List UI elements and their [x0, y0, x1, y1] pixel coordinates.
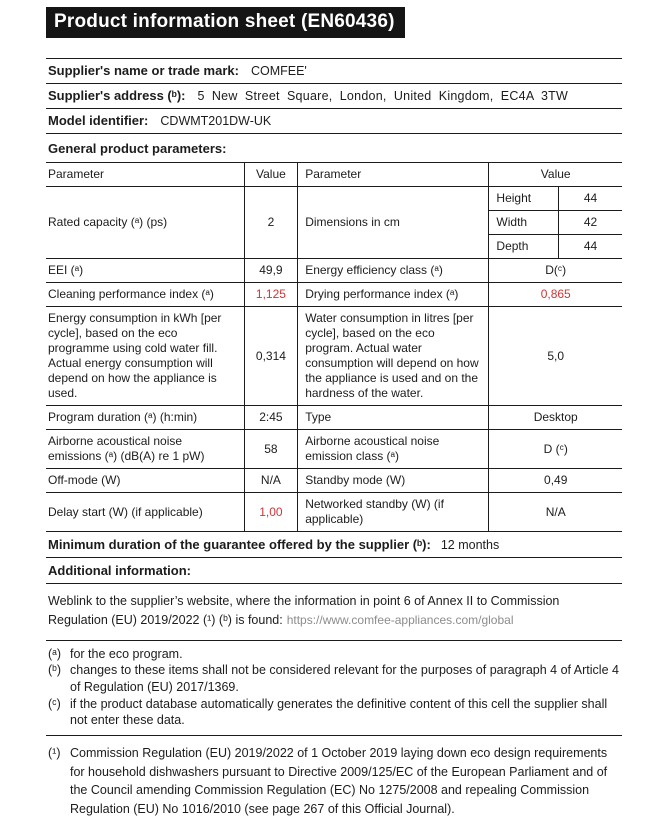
- value-cell: N/A: [489, 493, 622, 532]
- footnote-1-text: Commission Regulation (EU) 2019/2022 of 1 October 2019 laying down eco design requirements for household dishwashers pursuant to Directive 2009/125/EC of the European Parliament and of the Council amending Commission Regulation (EC) No 1275/2008 and repealing Commission Regulation (EU) No 1016/2010 (see page 267 of this Official Journal).: [70, 745, 608, 817]
- param-cell: Standby mode (W): [298, 469, 489, 493]
- param-cell: Airborne acoustical noise emissions (ᵃ) (dB(A) re 1 pW): [46, 430, 244, 469]
- param-cell: EEI (ᵃ): [46, 259, 244, 283]
- dimension-label: Height: [489, 187, 559, 211]
- model-identifier-label: Model identifier:: [48, 113, 149, 128]
- guarantee-row: [46, 532, 622, 558]
- footnote-a-marker: (ᵃ): [48, 646, 61, 661]
- param-cell: Off-mode (W): [46, 469, 244, 493]
- value-cell: 2:45: [244, 406, 298, 430]
- supplier-address-label: Supplier's address (ᵇ):: [48, 88, 186, 103]
- value-cell: 0,314: [244, 307, 298, 406]
- param-cell: Airborne acoustical noise emission class (ᵃ): [298, 430, 489, 469]
- value-cell-highlight: 0,865: [489, 283, 622, 307]
- footnote-b-marker: (ᵇ): [48, 663, 62, 678]
- dimension-label: Depth: [489, 235, 559, 259]
- footnote-1: [46, 744, 622, 819]
- header-parameter-1: Parameter: [46, 163, 244, 187]
- table-row-noise: [46, 430, 622, 469]
- table-row-delay-start: [46, 493, 622, 532]
- supplier-name-label: Supplier's name or trade mark:: [48, 63, 239, 78]
- param-cell: Rated capacity (ᵃ) (ps): [46, 187, 244, 259]
- value-cell: D (ᶜ): [489, 430, 622, 469]
- weblink-paragraph: [46, 584, 622, 641]
- footnote-b: [46, 662, 622, 695]
- param-cell: Type: [298, 406, 489, 430]
- table-row-program-duration: [46, 406, 622, 430]
- param-cell: Drying performance index (ᵃ): [298, 283, 489, 307]
- value-cell: 49,9: [244, 259, 298, 283]
- param-cell: Water consumption in litres [per cycle], based on the eco program. Actual water consumption will depend on how the appliance is used and on the hardness of the water.: [298, 307, 489, 406]
- footnote-c-text: if the product database automatically generates the definitive content of this cell the supplier shall not enter these data.: [70, 696, 608, 728]
- table-header-row: [46, 163, 622, 187]
- table-row-performance-index: [46, 283, 622, 307]
- value-cell: D(ᶜ): [489, 259, 622, 283]
- supplier-name-value: COMFEE': [250, 64, 307, 78]
- param-cell: Delay start (W) (if applicable): [46, 493, 244, 532]
- footnote-a: [46, 646, 622, 663]
- footnote-c-marker: (ᶜ): [48, 696, 61, 711]
- table-row-consumption: [46, 307, 622, 406]
- header-value-1: Value: [244, 163, 298, 187]
- dimension-label: Width: [489, 211, 559, 235]
- header-parameter-2: Parameter: [298, 163, 489, 187]
- value-cell-highlight: 1,00: [244, 493, 298, 532]
- table-row-eei: [46, 259, 622, 283]
- footnote-1-section: [46, 736, 622, 819]
- param-cell: Dimensions in cm: [298, 187, 489, 259]
- table-row-off-mode: [46, 469, 622, 493]
- supplier-name-row: [46, 59, 622, 84]
- guarantee-label: Minimum duration of the guarantee offered by the supplier (ᵇ):: [48, 537, 431, 552]
- additional-information-row: [46, 558, 622, 584]
- page-title: Product information sheet (EN60436): [46, 7, 405, 38]
- param-cell: Program duration (ᵃ) (h:min): [46, 406, 244, 430]
- value-cell: 2: [244, 187, 298, 259]
- footnotes-section: [46, 641, 622, 736]
- footnote-a-text: for the eco program.: [70, 646, 183, 661]
- additional-information-heading: Additional information:: [48, 563, 191, 578]
- value-cell: Desktop: [489, 406, 622, 430]
- supplier-info-section: [46, 58, 622, 134]
- value-cell: 58: [244, 430, 298, 469]
- weblink-url[interactable]: https://www.comfee-appliances.com/global: [286, 613, 514, 628]
- guarantee-value: 12 months: [440, 538, 500, 552]
- value-cell: 0,49: [489, 469, 622, 493]
- weblink-text: Weblink to the supplier’s website, where the information in point 6 of Annex II to Commission Regulation (EU) 2019/2022 (¹) (ᵇ) is found:: [48, 594, 560, 628]
- value-cell: 5,0: [489, 307, 622, 406]
- dimension-value: 44: [559, 187, 622, 211]
- supplier-address-row: [46, 84, 622, 109]
- param-cell: Cleaning performance index (ᵃ): [46, 283, 244, 307]
- supplier-address-value: 5 New Street Square, London, United Kingdom, EC4A 3TW: [197, 89, 569, 103]
- header-value-2: Value: [489, 163, 622, 187]
- value-cell-highlight: 1,125: [244, 283, 298, 307]
- footnote-b-text: changes to these items shall not be considered relevant for the purposes of paragraph 4 of Article 4 of Regulation (EU) 2017/1369.: [70, 663, 619, 694]
- value-cell: N/A: [244, 469, 298, 493]
- footnote-1-marker: (¹): [48, 745, 61, 760]
- param-cell: Energy efficiency class (ᵃ): [298, 259, 489, 283]
- dimension-value: 42: [559, 211, 622, 235]
- footnote-c: [46, 696, 622, 729]
- param-cell: Energy consumption in kWh [per cycle], based on the eco programme using cold water fill. Actual energy consumption will depend on how the appliance is used.: [46, 307, 244, 406]
- parameters-table: [46, 162, 622, 532]
- dimension-value: 44: [559, 235, 622, 259]
- table-row-rated-capacity: [46, 187, 622, 211]
- model-identifier-row: [46, 109, 622, 134]
- general-parameters-heading: General product parameters:: [48, 141, 227, 156]
- model-identifier-value: CDWMT201DW-UK: [160, 114, 272, 128]
- param-cell: Networked standby (W) (if applicable): [298, 493, 489, 532]
